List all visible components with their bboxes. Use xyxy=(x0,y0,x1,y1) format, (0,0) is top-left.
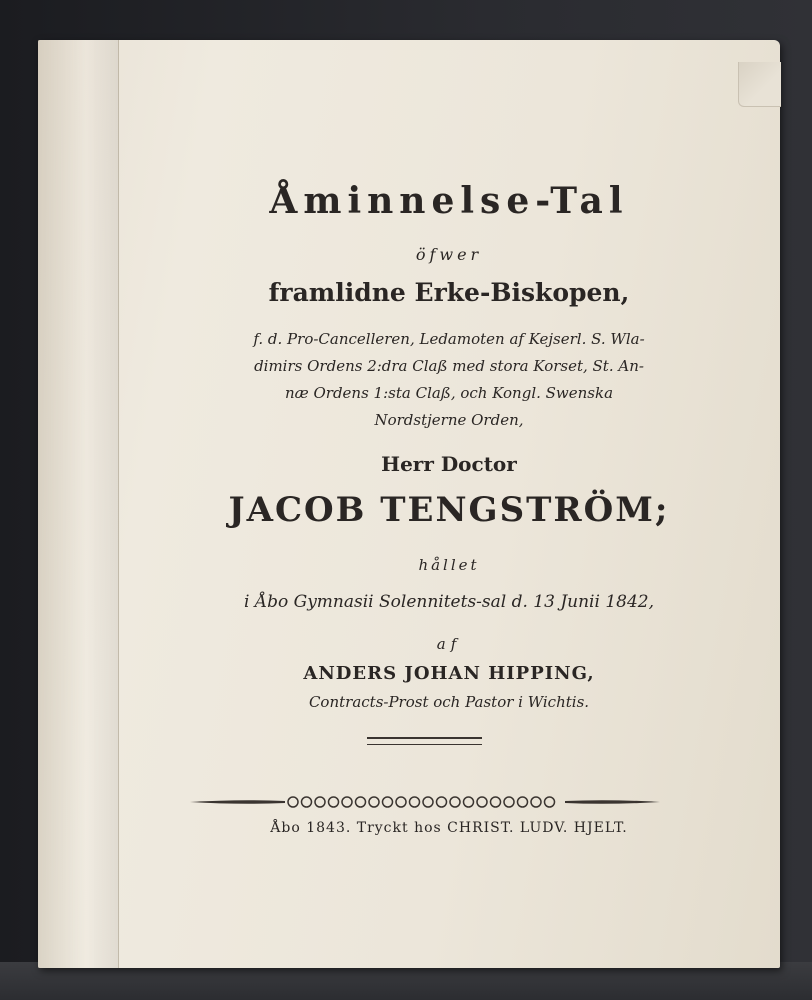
honors-line-4: Nordstjerne Orden, xyxy=(374,411,524,429)
honoree-name: JACOB TENGSTRÖM; xyxy=(228,490,670,530)
spine-fold xyxy=(38,40,119,968)
author-name: ANDERS JOHAN HIPPING, xyxy=(303,663,595,684)
double-rule xyxy=(367,737,482,745)
ornament-rosette xyxy=(504,797,514,807)
ornament-rosette xyxy=(369,797,379,807)
ornament-rosette xyxy=(288,797,298,807)
af-line: af xyxy=(436,635,462,653)
ofwer-line: öfwer xyxy=(415,245,483,264)
ornament-rosette xyxy=(464,797,474,807)
ornament-rosette xyxy=(356,797,366,807)
ornament-rosette xyxy=(531,797,541,807)
pamphlet-title: Åminnelse-Tal xyxy=(269,180,629,222)
ornament-rosette xyxy=(396,797,406,807)
imprint-line: Åbo 1843. Tryckt hos CHRIST. LUDV. HJELT. xyxy=(270,820,628,836)
ornament-rosette xyxy=(518,797,528,807)
ornament-rosette xyxy=(342,797,352,807)
ornament-rosette xyxy=(383,797,393,807)
honors-line-3: næ Ordens 1:sta Claß, och Kongl. Swenska xyxy=(284,384,614,402)
occasion-line: i Åbo Gymnasii Solennitets-sal d. 13 Junii 1842, xyxy=(243,592,655,612)
ornament-rule xyxy=(190,792,660,812)
dog-eared-corner xyxy=(738,62,781,107)
honors-line-2: dimirs Ordens 2:dra Claß med stora Korset, St. An- xyxy=(254,357,644,375)
honors-line-1: f. d. Pro-Cancelleren, Ledamoten af Kejserl. S. Wla- xyxy=(253,330,645,348)
ornament-rosette xyxy=(315,797,325,807)
hallet-line: hållet xyxy=(418,556,480,574)
ornament-rosette xyxy=(545,797,555,807)
ornament-rosette xyxy=(491,797,501,807)
ornament-rosette xyxy=(329,797,339,807)
ornament-rosette xyxy=(302,797,312,807)
ornament-rosette xyxy=(410,797,420,807)
ornament-rosette xyxy=(450,797,460,807)
author-title: Contracts-Prost och Pastor i Wichtis. xyxy=(308,693,590,711)
ornament-rosette xyxy=(477,797,487,807)
ornament-rosette xyxy=(437,797,447,807)
herr-doctor-line: Herr Doctor xyxy=(381,452,517,476)
subject-line: framlidne Erke-Biskopen, xyxy=(268,278,630,307)
ornament-rosette xyxy=(423,797,433,807)
